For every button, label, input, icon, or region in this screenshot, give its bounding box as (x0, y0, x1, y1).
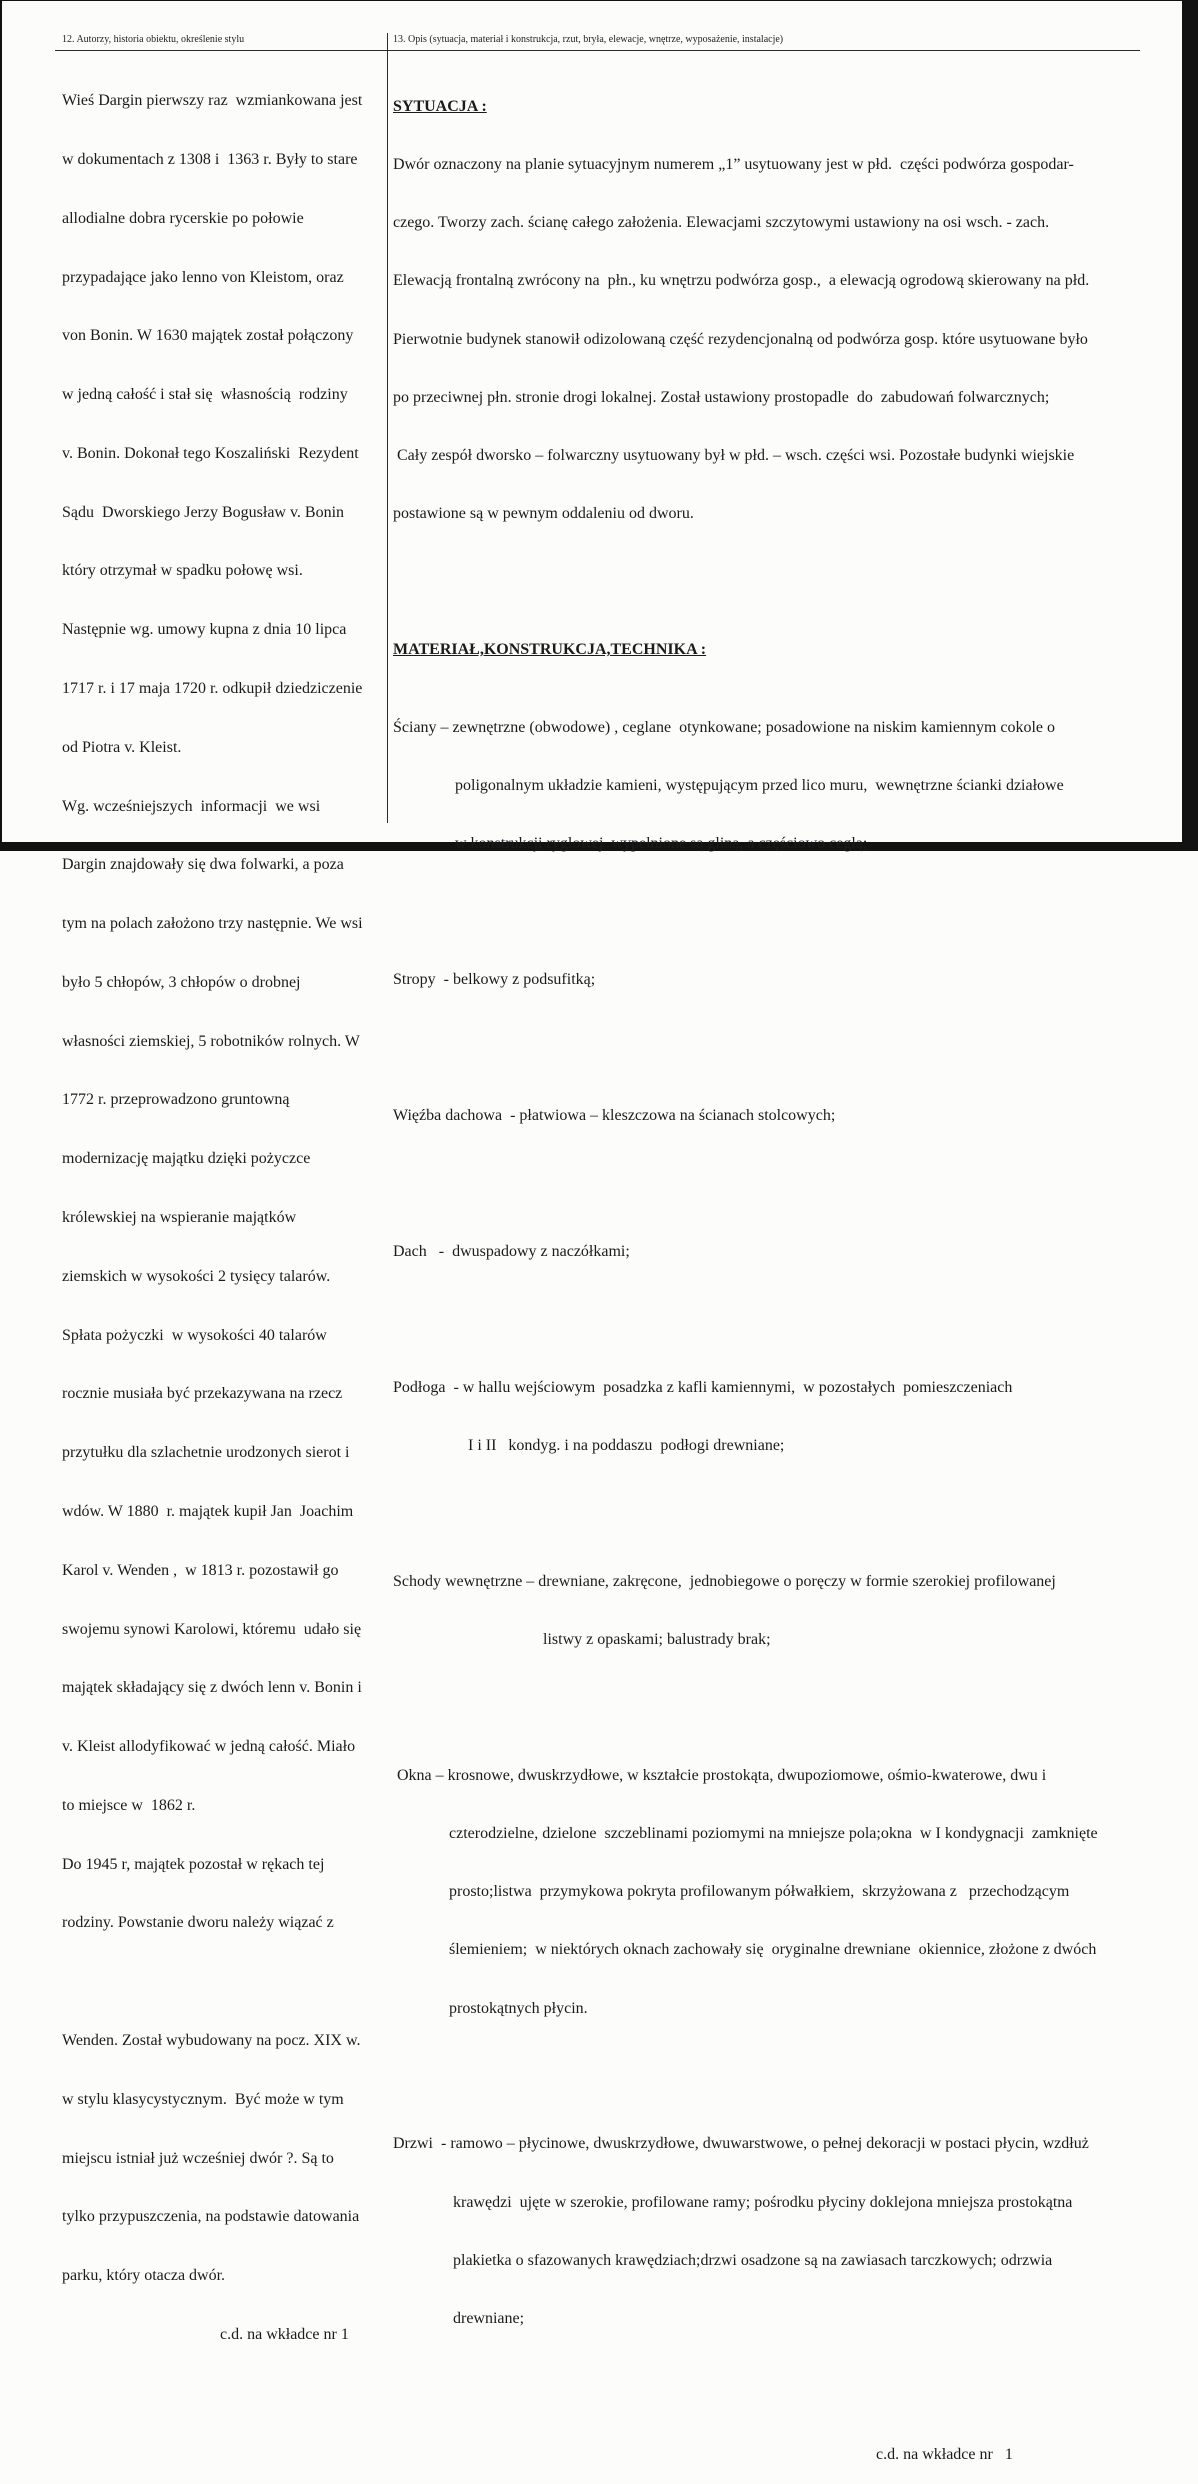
ceilings-entry: Stropy - belkowy z podsufitką; (393, 971, 596, 989)
situation-line: Elewacją frontalną zwrócony na płn., ku wnętrzu podwórza gosp., a elewacją ogrodową skierowany na płd. (393, 272, 1090, 290)
header-divider (55, 50, 1140, 51)
history-line: Następnie wg. umowy kupna z dnia 10 lipca (62, 621, 347, 639)
spacer (393, 2367, 1098, 2386)
situation-line: czego. Tworzy zach. ścianę całego założenia. Elewacjami szczytowymi ustawiony na osi wsch. - zach. (393, 214, 1050, 232)
history-line: rocznie musiała być przekazywana na rzecz (62, 1385, 343, 1403)
history-line: w dokumentach z 1308 i 1363 r. Były to stare (62, 150, 358, 168)
history-line: v. Kleist allodyfikować w jedną całość. Miało (62, 1738, 356, 1756)
history-line: modernizację majątku dzięki pożyczce (62, 1150, 311, 1168)
doors-entry: Drzwi - ramowo – płycinowe, dwuskrzydłowe, dwuwarstwowe, o pełnej dekoracji w postaci płycin, wzdłuż (393, 2135, 1089, 2153)
history-line: v. Bonin. Dokonał tego Koszaliński Rezydent (62, 444, 359, 462)
windows-entry-continuation: ślemieniem; w niektórych oknach zachowały się oryginalne drewniane okiennice, złożone z dwóch (449, 1941, 1097, 1959)
spacer (393, 1028, 1098, 1047)
spacer (393, 1494, 1098, 1513)
walls-entry-continuation: poligonalnym układzie kamieni, występującym przed lico muru, wewnętrzne ścianki działowe (455, 777, 1064, 795)
history-line: przytułku dla szlachetnie urodzonych sierot i (62, 1444, 350, 1462)
walls-entry: Ściany – zewnętrzne (obwodowe) , ceglane otynkowane; posadowione na niskim kamiennym cokole o (393, 718, 1056, 736)
windows-entry-continuation: czterodzielne, dzielone szczeblinami poziomymi na mniejsze pola;okna w I kondygnacji zamknięte (449, 1824, 1098, 1842)
history-line: von Bonin. W 1630 majątek został połączony (62, 327, 354, 345)
history-line: własności ziemskiej, 5 robotników rolnych. W (62, 1032, 360, 1050)
history-line: Sądu Dworskiego Jerzy Bogusław v. Bonin (62, 503, 345, 521)
history-closing-line: parku, który otacza dwór. (62, 2267, 226, 2285)
scan-border-left (0, 0, 2, 851)
spacer (393, 1300, 1098, 1319)
history-line: było 5 chłopów, 3 chłopów o drobnej (62, 973, 301, 991)
history-line: ziemskich w wysokości 2 tysięcy talarów. (62, 1267, 331, 1285)
spacer (393, 892, 1098, 911)
spacer (62, 1972, 363, 1992)
history-closing-line: miejscu istniał już wcześniej dwór ?. Są to (62, 2149, 334, 2167)
history-line: w jedną całość i stał się własnością rodziny (62, 386, 348, 404)
history-line: allodialne dobra rycerskie po połowie (62, 209, 304, 227)
stairs-entry: Schody wewnętrzne – drewniane, zakręcone, jednobiegowe o poręczy w formie szerokiej profilowanej (393, 1572, 1056, 1590)
history-line: Do 1945 r, majątek pozostał w rękach tej (62, 1855, 325, 1873)
history-continued-note: c.d. na wkładce nr 1 (220, 2325, 349, 2343)
spacer (393, 1688, 1098, 1707)
spacer (393, 1164, 1098, 1183)
situation-line: po przeciwnej płn. stronie drogi lokalnej. Został ustawiony prostopadle do zabudowań folwarcznych; (393, 388, 1050, 406)
history-line: królewskiej na wspieranie majątków (62, 1209, 297, 1227)
floor-entry: Podłoga - w hallu wejściowym posadzka z kafli kamiennymi, w pozostałych pomieszczeniach (393, 1378, 1013, 1396)
description-section-label: 13. Opis (sytuacja, materiał i konstrukcja, rzut, bryła, elewacje, wnętrze, wyposażenie, instalacje) (393, 34, 784, 45)
history-line: Dargin znajdowały się dwa folwarki, a poza (62, 856, 344, 874)
material-heading: MATERIAŁ,KONSTRUKCJA,TECHNIKA : (393, 641, 707, 659)
history-section-label: 12. Autorzy, historia obiektu, określenie stylu (62, 34, 245, 45)
spacer (393, 2057, 1098, 2076)
situation-line: postawione są w pewnym oddaleniu od dworu. (393, 505, 694, 523)
floor-entry-continuation: I i II kondyg. i na poddaszu podłogi drewniane; (468, 1436, 785, 1454)
history-line: swojemu synowi Karolowi, któremu udało się (62, 1620, 362, 1638)
windows-entry: Okna – krosnowe, dwuskrzydłowe, w kształcie prostokąta, dwupoziomowe, ośmio-kwaterowe, dwu i (397, 1766, 1047, 1784)
history-line: to miejsce w 1862 r. (62, 1796, 196, 1814)
history-line: Wieś Dargin pierwszy raz wzmiankowana jest (62, 92, 363, 110)
description-text (393, 58, 1098, 2484)
roof-truss-entry: Więźba dachowa - płatwiowa – kleszczowa na ścianach stolcowych; (393, 1106, 836, 1124)
scan-border-right (1182, 0, 1198, 851)
history-line: 1772 r. przeprowadzono gruntowną (62, 1091, 290, 1109)
history-text (62, 52, 363, 2364)
stairs-entry-continuation: listwy z opaskami; balustrady brak; (543, 1630, 771, 1648)
doors-entry-continuation: krawędzi ujęte w szerokie, profilowane ramy; pośrodku płyciny doklejona mniejsza prostokątna (453, 2193, 1073, 2211)
scan-border-top (0, 0, 1198, 1)
history-line: rodziny. Powstanie dworu należy wiązać z (62, 1914, 334, 1932)
spacer (393, 563, 1098, 582)
situation-heading: SYTUACJA : (393, 97, 487, 115)
history-closing-line: tylko przypuszczenia, na podstawie datowania (62, 2208, 360, 2226)
doors-entry-continuation: drewniane; (453, 2310, 525, 2327)
history-line: majątek składający się z dwóch lenn v. Bonin i (62, 1679, 362, 1697)
history-line: 1717 r. i 17 maja 1720 r. odkupił dziedziczenie (62, 680, 363, 697)
history-line: przypadające jako lenno von Kleistom, oraz (62, 268, 344, 286)
history-closing-line: w stylu klasycystycznym. Być może w tym (62, 2090, 344, 2108)
situation-line: Dwór oznaczony na planie sytuacyjnym numerem „1” usytuowany jest w płd. części podwórza gospodar- (393, 156, 1074, 174)
doors-entry-continuation: plakietka o sfazowanych krawędziach;drzwi osadzone są na zawiasach tarczkowych; odrzwia (453, 2251, 1053, 2269)
history-closing-line: Wenden. Został wybudowany na pocz. XIX w. (62, 2031, 361, 2049)
description-continued-note: c.d. na wkładce nr 1 (876, 2445, 1013, 2463)
history-line: Spłata pożyczki w wysokości 40 talarów (62, 1326, 327, 1344)
column-divider (387, 33, 388, 823)
windows-entry-continuation: prostokątnych płycin. (449, 1999, 588, 2017)
history-line: od Piotra v. Kleist. (62, 738, 182, 756)
history-line: Wg. wcześniejszych informacji we wsi (62, 797, 321, 815)
roof-entry: Dach - dwuspadowy z naczółkami; (393, 1242, 630, 1260)
situation-line: Pierwotnie budynek stanowił odizolowaną część rezydencjonalną od podwórza gosp. które usytuowane było (393, 330, 1088, 348)
walls-entry-continuation: w konstrukcji ryglowej wypełnione są gliną, a częściowo cegłą; (455, 835, 868, 853)
history-line: Karol v. Wenden , w 1813 r. pozostawił go (62, 1561, 339, 1579)
windows-entry-continuation: prosto;listwa przymykowa pokryta profilowanym półwałkiem, skrzyżowana z przechodzącym (449, 1883, 1070, 1901)
history-line: który otrzymał w spadku połowę wsi. (62, 562, 303, 580)
history-line: tym na polach założono trzy następnie. We wsi (62, 915, 363, 933)
situation-line: Cały zespół dworsko – folwarczny usytuowany był w płd. – wsch. części wsi. Pozostałe budynki wiejskie (397, 447, 1075, 465)
history-line: wdów. W 1880 r. majątek kupił Jan Joachim (62, 1502, 354, 1520)
